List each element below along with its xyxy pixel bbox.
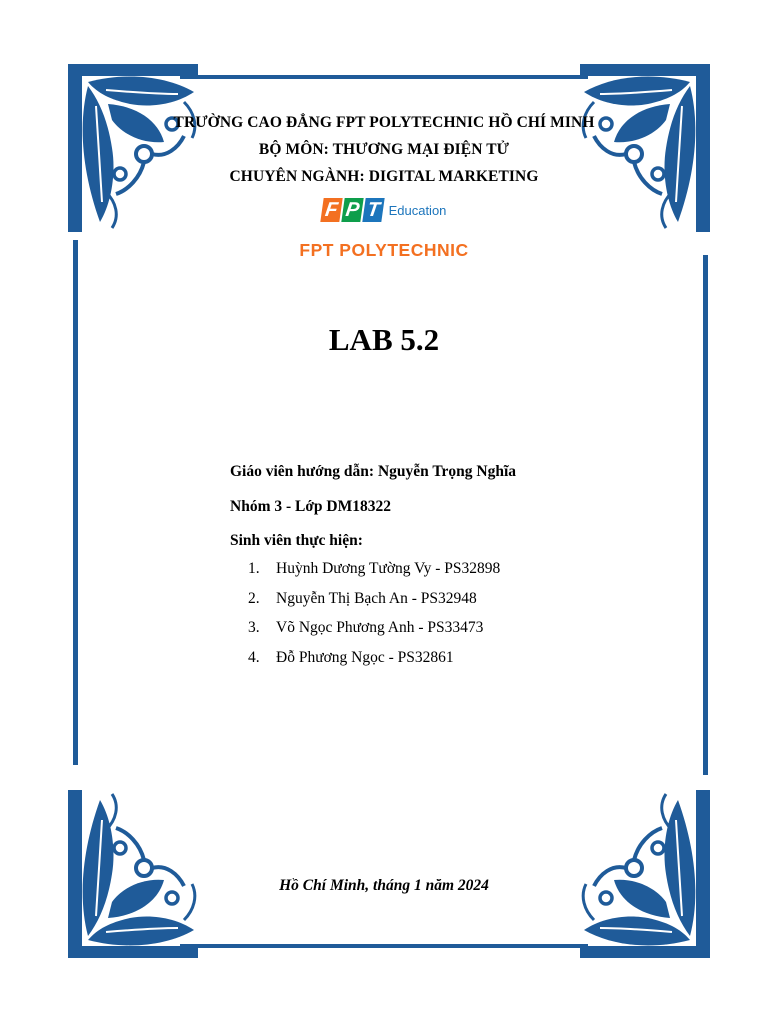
list-item: 1. Huỳnh Dương Tường Vy - PS32898 <box>248 560 500 590</box>
major-name: CHUYÊN NGÀNH: DIGITAL MARKETING <box>229 168 539 185</box>
list-item: 4. Đỗ Phương Ngọc - PS32861 <box>248 649 500 679</box>
group-line: Nhóm 3 - Lớp DM18322 <box>230 498 392 515</box>
students-label: Sinh viên thực hiện: <box>230 532 363 549</box>
fpt-letter-blocks <box>322 198 383 222</box>
student-name: Huỳnh Dương Tường Vy - PS32898 <box>276 560 501 577</box>
student-list <box>248 560 500 678</box>
student-name: Đỗ Phương Ngọc - PS32861 <box>276 648 454 666</box>
student-name: Nguyễn Thị Bạch An - PS32948 <box>276 589 477 607</box>
polytechnic-brand: FPT POLYTECHNIC <box>299 240 469 260</box>
place-date: Hồ Chí Minh, tháng 1 năm 2024 <box>279 877 489 894</box>
fpt-education-logo <box>0 198 768 222</box>
corner-ornament-bottom-right <box>572 785 712 960</box>
fpt-letter-p: P <box>341 198 363 222</box>
teacher-line <box>230 463 516 481</box>
fpt-letter-f: F <box>320 198 342 222</box>
list-item: 3. Võ Ngọc Phương Anh - PS33473 <box>248 619 500 649</box>
teacher-label: Giáo viên hướng dẫn: <box>230 463 375 480</box>
frame-bottom-line <box>180 944 588 948</box>
department-name: BỘ MÔN: THƯƠNG MẠI ĐIỆN TỬ <box>258 141 510 158</box>
frame-left-line <box>73 240 78 765</box>
fpt-letter-t: T <box>362 198 384 222</box>
list-item: 2. Nguyễn Thị Bạch An - PS32948 <box>248 590 500 620</box>
student-name: Võ Ngọc Phương Anh - PS33473 <box>276 619 484 636</box>
school-name: TRƯỜNG CAO ĐẲNG FPT POLYTECHNIC HỒ CHÍ MINH <box>173 114 595 131</box>
frame-top-line <box>180 75 588 79</box>
education-label: Education <box>388 202 447 218</box>
teacher-name: Nguyễn Trọng Nghĩa <box>377 463 517 480</box>
corner-ornament-bottom-left <box>66 785 206 960</box>
document-title: LAB 5.2 <box>328 322 440 357</box>
